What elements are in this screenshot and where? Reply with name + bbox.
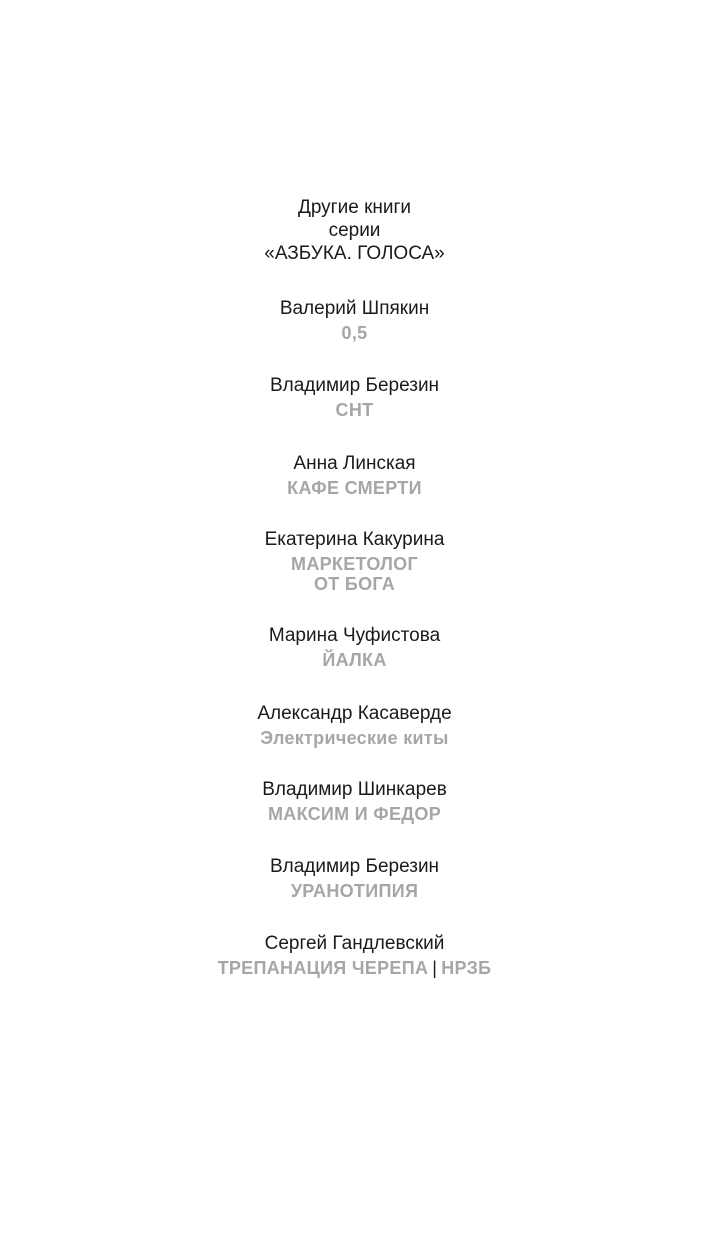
heading-line-2: серии xyxy=(328,220,381,241)
heading-line-1: Другие книги xyxy=(297,197,412,218)
book-entry xyxy=(0,702,709,748)
book-title: УРАНОТИПИЯ xyxy=(290,881,419,901)
book-author: Анна Линская xyxy=(293,453,416,474)
book-title: КАФЕ СМЕРТИ xyxy=(287,478,422,498)
book-title: СНТ xyxy=(335,400,374,420)
book-author: Валерий Шпякин xyxy=(279,298,430,319)
book-title: МАКСИМ И ФЕДОР xyxy=(267,804,441,824)
book-title-part-1: ТРЕПАНАЦИЯ ЧЕРЕПА xyxy=(217,958,429,978)
book-author: Марина Чуфистова xyxy=(268,625,441,646)
book-author: Александр Касаверде xyxy=(257,703,452,724)
book-author: Владимир Шинкарев xyxy=(262,779,447,800)
title-separator: | xyxy=(432,958,438,978)
book-author: Владимир Березин xyxy=(269,375,440,396)
book-title-combined xyxy=(0,958,709,978)
book-entry xyxy=(0,374,709,420)
book-title: Электрические киты xyxy=(260,728,449,748)
book-title-line-1: МАРКЕТОЛОГ xyxy=(291,554,418,574)
book-author: Сергей Гандлевский xyxy=(264,933,445,954)
book-entry xyxy=(0,855,709,901)
book-title: 0,5 xyxy=(341,323,368,343)
book-entry xyxy=(0,624,709,670)
book-entry xyxy=(0,778,709,824)
series-heading xyxy=(0,196,709,265)
book-title-part-2: НРЗБ xyxy=(441,958,492,978)
book-title: ЙАЛКА xyxy=(322,650,387,670)
book-title-line-2: ОТ БОГА xyxy=(313,574,396,594)
book-entry xyxy=(0,452,709,498)
book-entry xyxy=(0,297,709,343)
book-entry xyxy=(0,528,709,594)
book-author: Екатерина Какурина xyxy=(264,529,445,550)
heading-line-3: «АЗБУКА. ГОЛОСА» xyxy=(264,243,445,264)
book-entry xyxy=(0,932,709,978)
book-author: Владимир Березин xyxy=(269,856,440,877)
